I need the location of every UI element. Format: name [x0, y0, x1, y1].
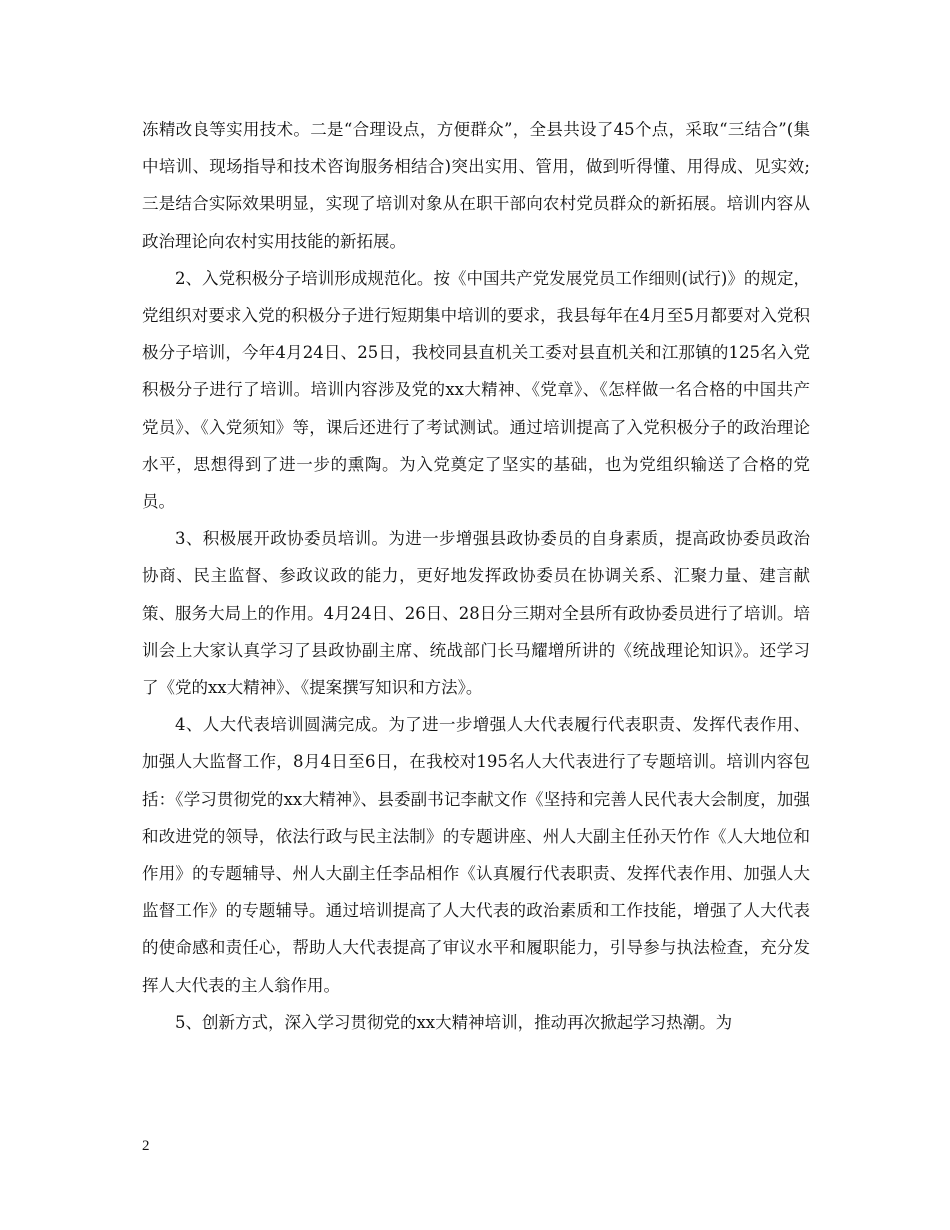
paragraph-item-5: 5、创新方式，深入学习贯彻党的xx大精神培训，推动再次掀起学习热潮。为	[175, 1012, 733, 1032]
paragraph-item-3: 3、积极展开政协委员培训。为进一步增强县政协委员的自身素质，提高政协委员政治协商、民主监督、参政议政的能力，更好地发挥政协委员在协调关系、汇聚力量、建言献策、服务大局上的作用。4月24日、26日、28日分三期对全县所有政协委员进行了培训。培训会上大家认真学习了县政协副主席、统战部门长马耀增所讲的《统战理论知识》。还学习了《党的xx大精神》、《提案撰写知识和方法》。	[142, 529, 810, 698]
paragraph-item-2: 2、入党积极分子培训形成规范化。按《中国共产党发展党员工作细则(试行)》的规定，党组织对要求入党的积极分子进行短期集中培训的要求，我县每年在4月至5月都要对入党积极分子培训，今年4月24日、25日，我校同县直机关工委对县直机关和江那镇的125名入党积极分子进行了培训。培训内容涉及党的xx大精神、《党章》、《怎样做一名合格的中国共产党员》、《入党须知》等，课后还进行了考试测试。通过培训提高了入党积极分子的政治理论水平，思想得到了进一步的熏陶。为入党奠定了坚实的基础，也为党组织输送了合格的党员。	[142, 268, 810, 512]
paragraph-item-4: 4、人大代表培训圆满完成。为了进一步增强人大代表履行代表职责、发挥代表作用、加强人大监督工作，8月4日至6日，在我校对195名人大代表进行了专题培训。培训内容包括：《学习贯彻党的xx大精神》、县委副书记李献文作《坚持和完善人民代表大会制度，加强和改进党的领导，依法行政与民主法制》的专题讲座、州人大副主任孙天竹作《人大地位和作用》的专题辅导、州人大副主任李品相作《认真履行代表职责、发挥代表作用、加强人大监督工作》的专题辅导。通过培训提高了人大代表的政治素质和工作技能，增强了人大代表的使命感和责任心，帮助人大代表提高了审议水平和履职能力，引导参与执法检查，充分发挥人大代表的主人翁作用。	[142, 715, 810, 995]
page-number: 2	[142, 1138, 150, 1154]
paragraph-continuation: 冻精改良等实用技术。二是“合理设点，方便群众”，全县共设了45个点，采取“三结合”(集中培训、现场指导和技术咨询服务相结合)突出实用、管用，做到听得懂、用得成、见实效;三是结合实际效果明显，实现了培训对象从在职干部向农村党员群众的新拓展。培训内容从政治理论向农村实用技能的新拓展。	[142, 120, 810, 251]
document-body	[142, 111, 810, 1041]
